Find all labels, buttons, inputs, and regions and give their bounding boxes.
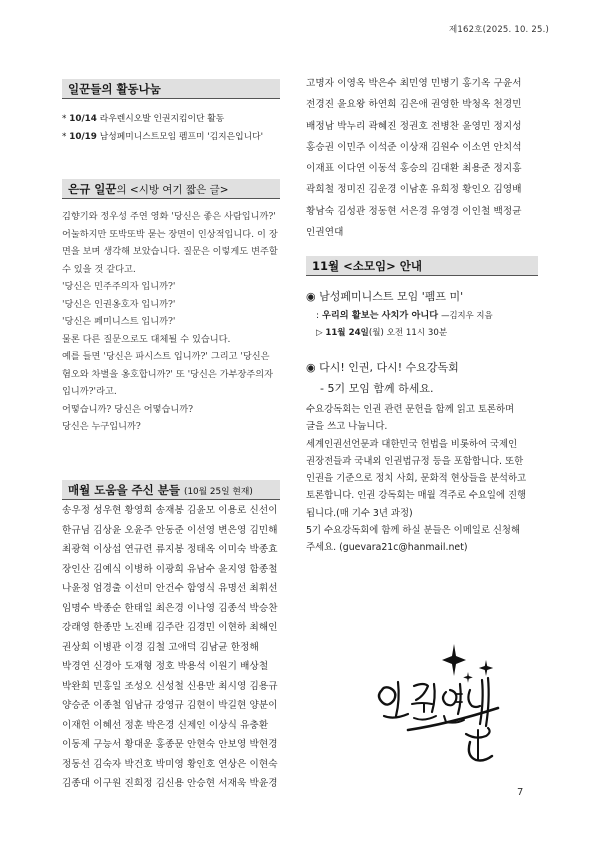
activity-text: 라우렌시오발 인권지킴이단 활동 (99, 114, 225, 124)
essay-line: 혐오와 차별을 옹호합니까?' 또 '당신은 가부장주의자 (62, 368, 273, 380)
activities-title: 일꾼들의 활동나눔 (62, 79, 280, 99)
description-line: 글을 쓰고 나눕니다. (306, 421, 388, 433)
meeting-reading-name: 다시! 인권, 다시! 수요강독회 (319, 361, 459, 374)
description-line: 주세요. (guevara21c@hanmail.net) (306, 542, 468, 554)
donor-line: 장인산 김예식 이병하 이광희 유남수 윤지영 함종철 (62, 563, 278, 575)
meeting-description (306, 401, 542, 557)
donor-line: 박경연 신경아 도재형 정호 박용석 이원기 배상철 (62, 661, 269, 672)
issue-number: 제162호(2025. 10. 25.) (448, 25, 549, 35)
essay-title-rest: 의 <시방 여기 짧은 글> (116, 184, 229, 196)
target-bullet-icon: ◉ (306, 361, 316, 374)
description-line: 권장전들과 국내외 인권법규정 등을 포함합니다. 또한 (306, 455, 524, 467)
activity-bullet: * (62, 132, 70, 142)
book-prefix: : (316, 310, 323, 321)
essay-line: 입니까?'라고. (62, 386, 117, 397)
essay-title-main: 은규 일꾼 (68, 182, 117, 196)
essay-line: '당신은 인권옹호자 입니까?' (62, 298, 176, 310)
essay-line: 면을 보며 생각해 보았습니다. 질문은 이렇게도 변주할 (62, 246, 278, 257)
essay-line: 어눌하지만 또박또박 묻는 장면이 인상적입니다. 이 장 (62, 228, 278, 240)
donor-line: 김종대 이구원 진희정 김신용 안승현 서재욱 박윤경 (62, 778, 278, 789)
activity-date: 10/19 (69, 132, 97, 142)
essay-line: 물론 다른 질문으로도 대체될 수 있습니다. (62, 333, 231, 345)
description-line: 인권을 기준으로 정치 사회, 문화적 현상들을 분석하고 (306, 473, 527, 485)
donor-line: 곽희철 정미진 김운경 이남훈 유희정 황인오 김영배 (306, 184, 522, 196)
donor-line: 고명자 이영옥 박은수 최민영 민병기 홍기옥 구윤서 (306, 78, 522, 89)
target-bullet-icon: ◉ (306, 290, 316, 303)
donors-note: (10월 25일 현재) (184, 487, 253, 497)
calligraphy-logo (370, 630, 510, 770)
essay-line: 어떻습니까? 당신은 어떻습니까? (62, 403, 194, 415)
donor-line: 강래영 한종만 노진배 김주란 김경민 이현하 최해인 (62, 622, 278, 633)
donor-line: 황남숙 김성관 정동현 서은경 유영경 이인철 백정균 (306, 205, 522, 217)
donor-line: 한규님 김상윤 오윤주 안동준 이선영 변은영 김민해 (62, 524, 278, 536)
essay-body (62, 208, 292, 436)
donor-line: 최광혁 이상섭 연규련 류지봉 정태옥 이미숙 박종효 (62, 544, 278, 555)
activity-text: 남성페미니스트모임 펨프미 '김지은입니다' (99, 132, 264, 142)
meetings-title: 11월 <소모임> 안내 (306, 256, 538, 276)
donor-line: 전경진 윤요왕 하연희 김은애 권영한 박청옥 천경민 (306, 99, 522, 111)
meeting-femme (306, 288, 538, 348)
meeting-time: (월) 오전 11시 30분 (368, 328, 448, 338)
triangle-bullet-icon: ▷ (316, 328, 323, 338)
essay-line: '당신은 민주주의자 입니까?' (62, 281, 176, 292)
donor-line: 정동선 김숙자 박건호 박미영 황인호 연상은 이현숙 (62, 758, 278, 770)
essay-line: 수 있을 것 같다고. (62, 263, 136, 275)
description-line: 5기 수요강독회에 함께 하실 분들은 이메일로 신청해 (306, 525, 521, 537)
activity-item (62, 129, 263, 142)
activity-bullet: * (62, 114, 70, 124)
donor-line: 임명수 박종순 한태일 최은경 이나영 김종석 박승찬 (62, 602, 278, 614)
meeting-reading (306, 359, 538, 403)
essay-line: 김향기와 정우성 주연 영화 '당신은 좋은 사람입니까?' (62, 211, 276, 222)
meeting-reading-sub: - 5기 모임 함께 하세요. (320, 382, 434, 395)
essay-line: '당신은 페미니스트 입니까?' (62, 316, 176, 327)
page-number: 7 (517, 787, 524, 798)
donor-line: 이재헌 이혜선 정훈 박은경 신제인 이상식 유충환 (62, 719, 269, 731)
meeting-femme-name: 남성페미니스트 모임 '펨프 미' (319, 290, 464, 303)
donors-title (62, 480, 280, 500)
book-author: —김지우 지음 (441, 310, 493, 320)
donor-line: 배정남 박누리 곽혜진 정권호 전병찬 윤영민 정지성 (306, 120, 522, 132)
donor-line: 인권연대 (306, 227, 344, 239)
donor-line: 권상희 이병관 이경 김철 고애덕 김남균 한정해 (62, 641, 259, 653)
meeting-date: 11월 24일 (325, 328, 369, 338)
donor-line: 양승준 이종철 임남규 강영규 김현이 박길현 양분이 (62, 700, 278, 711)
donor-line: 박완희 민홍일 조성오 신성철 신용만 최시영 김용규 (62, 680, 278, 692)
description-line: 수요강독회는 인권 관련 문헌을 함께 읽고 토론하며 (306, 404, 515, 415)
essay-line: 예를 들면 '당신은 파시스트 입니까?' 그리고 '당신은 (62, 351, 270, 362)
activity-item (62, 111, 224, 124)
book-title: 우리의 활보는 사치가 아니다 (322, 310, 439, 321)
donors-title-text: 매월 도움을 주신 분들 (68, 483, 180, 497)
donor-line: 송우정 성우현 황영희 송재봉 김윤모 이용로 신선이 (62, 505, 278, 516)
donor-line: 홍승권 이민주 이석준 이상재 김원수 이소연 안치석 (306, 141, 522, 153)
description-line: 토론합니다. 인권 강독회는 매월 격주로 수요일에 진행 (306, 490, 527, 502)
donor-line: 이재표 이다연 이동석 홍승의 김대환 최용준 정지홍 (306, 163, 522, 175)
description-line: 세계인권선언문과 대한민국 헌법을 비롯하여 국제인 (306, 438, 518, 450)
activity-date: 10/14 (69, 114, 97, 124)
donor-list-right (306, 73, 522, 243)
donor-line: 나윤정 엄경출 이선미 안건수 함영식 유명선 최휘선 (62, 583, 278, 594)
donor-line: 이동제 구능서 황대운 홍종문 안현숙 안보영 박현경 (62, 739, 278, 750)
essay-line: 당신은 누구입니까? (62, 421, 141, 432)
donor-list-left (62, 501, 278, 794)
essay-title (62, 179, 280, 199)
description-line: 됩니다.(매 기수 3년 과정) (306, 507, 413, 519)
